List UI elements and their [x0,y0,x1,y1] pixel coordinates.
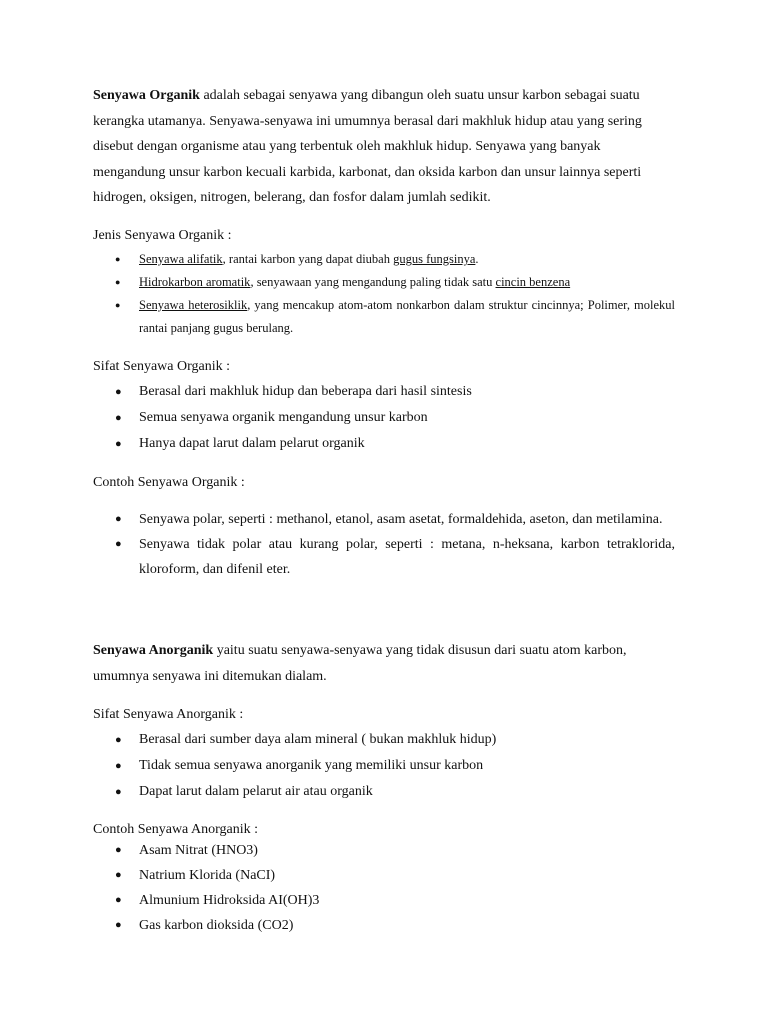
list-item-text: Dapat larut dalam pelarut air atau organik [139,784,373,799]
bullet-icon: ● [115,277,121,287]
organik-intro-text: adalah sebagai senyawa yang dibangun oleh suatu unsur karbon sebagai suatu kerangka utamanya. Senyawa-senyawa ini umumnya berasal dari makhluk hidup atau yang sering disebut dengan organisme atau yang terbentuk oleh makhluk hidup. Senyawa yang banyak mengandung unsur karbon kecuali karbida, karbonat, dan oksida karbon dan unsur lainnya seperti hidrogen, oksigen, nitrogen, belerang, dan fosfor dalam jumlah sedikit. [93,88,642,205]
bullet-icon: ● [115,300,121,310]
bullet-icon: ● [115,513,122,525]
sifat-anorganik-list [93,727,675,805]
contoh-organik-list [93,507,675,582]
bullet-icon: ● [115,919,122,931]
list-item [93,838,675,863]
list-item-text: , senyawaan yang mengandung paling tidak satu [250,275,496,289]
list-item [93,863,675,888]
bullet-icon: ● [115,254,121,264]
link-gugus-fungsi[interactable]: gugus fungsinya [393,252,476,266]
list-item-text: Semua senyawa organik mengandung unsur karbon [139,410,428,425]
list-item [93,727,675,753]
list-item-text: Berasal dari makhluk hidup dan beberapa dari hasil sintesis [139,384,472,399]
list-item-text: , rantai karbon yang dapat diubah [222,252,394,266]
sifat-anorganik-heading: Sifat Senyawa Anorganik : [93,707,244,722]
sifat-organik-list [93,379,675,457]
list-item [93,248,675,271]
jenis-list [93,248,675,340]
contoh-organik-heading: Contoh Senyawa Organik : [93,475,245,490]
list-item-text: . [475,252,479,266]
list-item [93,779,675,805]
list-item-text: , yang mencakup atom-atom nonkarbon dalam struktur cincinnya; Polimer, molekul rantai panjang gugus berulang. [139,298,675,335]
anorganik-intro-text: yaitu suatu senyawa-senyawa yang tidak disusun dari suatu atom karbon, umumnya senyawa ini ditemukan dialam. [93,643,627,684]
anorganik-intro [93,638,675,689]
list-item [93,405,675,431]
list-item [93,379,675,405]
anorganik-intro-bold: Senyawa Anorganik [93,643,214,658]
bullet-icon: ● [115,844,122,856]
bullet-icon: ● [115,538,122,550]
list-item-text: Tidak semua senyawa anorganik yang memiliki unsur karbon [139,758,484,773]
contoh-anorganik-list [93,838,675,938]
list-item-text: Berasal dari sumber daya alam mineral ( bukan makhluk hidup) [139,732,497,747]
bullet-icon: ● [115,734,122,746]
list-item [93,507,675,532]
link-cincin-benzena[interactable]: cincin benzena [495,275,571,289]
list-item-text: Almunium Hidroksida AI(OH)3 [139,893,320,908]
bullet-icon: ● [115,760,122,772]
list-item [93,913,675,938]
list-item [93,888,675,913]
list-item [93,753,675,779]
contoh-anorganik-heading: Contoh Senyawa Anorganik : [93,822,259,837]
bullet-icon: ● [115,869,122,881]
list-item [93,532,675,582]
list-item-text: Asam Nitrat (HNO3) [139,843,258,858]
list-item-text: Hanya dapat larut dalam pelarut organik [139,436,365,451]
bullet-icon: ● [115,438,122,450]
bullet-icon: ● [115,786,122,798]
link-senyawa-alifatik[interactable]: Senyawa alifatik [139,252,223,266]
organik-intro [93,83,675,211]
sifat-organik-heading: Sifat Senyawa Organik : [93,359,230,374]
jenis-heading: Jenis Senyawa Organik : [93,228,232,243]
list-item [93,271,675,294]
list-item-text: Gas karbon dioksida (CO2) [139,918,294,933]
bullet-icon: ● [115,412,122,424]
link-hidrokarbon-aromatik[interactable]: Hidrokarbon aromatik [139,275,251,289]
list-item [93,431,675,457]
bullet-icon: ● [115,386,122,398]
bullet-icon: ● [115,894,122,906]
list-item-text: Senyawa polar, seperti : methanol, etanol, asam asetat, formaldehida, aseton, dan metilamina. [139,512,663,527]
link-senyawa-heterosiklik[interactable]: Senyawa heterosiklik [139,298,248,312]
list-item-text: Senyawa tidak polar atau kurang polar, seperti : metana, n-heksana, karbon tetraklorida, kloroform, dan difenil eter. [139,537,675,577]
organik-intro-bold: Senyawa Organik [93,88,200,103]
list-item [93,294,675,340]
list-item-text: Natrium Klorida (NaCI) [139,868,276,883]
